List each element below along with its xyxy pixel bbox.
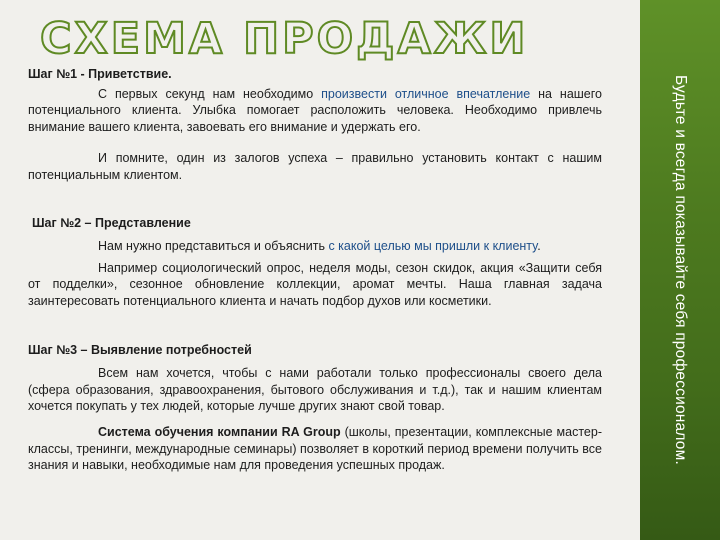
highlight-text: с какой целью мы пришли к клиенту [328, 239, 538, 254]
step3-paragraph2 [28, 424, 602, 474]
step2-paragraph1 [28, 238, 602, 255]
step2-paragraph2: Например социологический опрос, неделя моды, сезон скидок, акция «Защити себя от подделки», сезонное обновление коллекции, аромат мечты. Наша главная задача заинтересовать потенциального клиента и начать подбор духов или косметики. [28, 260, 602, 308]
text-run: (школы, презентации, комплексные мастер-классы, тренинги, международные семинары) позволяет в короткий период времени получить все знания и навыки, необходимые нам для проведения успешных продаж. [28, 424, 602, 473]
text-run: С первых секунд нам необходимо [98, 86, 322, 101]
step1-paragraph1 [28, 86, 602, 136]
sidebar-text: Будьте и всегда показывайте себя профессионалом. [672, 75, 689, 465]
text-run: Нам нужно представиться и объяснить [98, 239, 329, 254]
step1-heading: Шаг №1 - Приветствие. [28, 67, 172, 81]
step3-paragraph1: Всем нам хочется, чтобы с нами работали только профессионалы своего дела (сфера образования, здравоохранения, бытового обслуживания и т.д.), так и нашим клиентам хочется покупать у тех людей, которые лучше других знают свой товар. [28, 366, 602, 414]
highlight-text: произвести отличное впечатление [321, 86, 531, 101]
step1-paragraph2: И помните, один из залогов успеха – правильно установить контакт с нашим потенциальным клиентом. [28, 151, 602, 182]
text-run: . [537, 239, 541, 254]
step2-heading: Шаг №2 – Представление [32, 215, 191, 230]
page-title: СХЕМА ПРОДАЖИ [40, 14, 529, 64]
slide-content [28, 66, 602, 474]
text-run: на нашего потенциального клиента. Улыбка помогает расположить человека. Необходимо привлечь внимание вашего клиента, завоевать его внимание и удержать его. [28, 86, 602, 134]
bold-text: Система обучения компании RA Group [98, 424, 341, 439]
step3-heading: Шаг №3 – Выявление потребностей [28, 342, 252, 357]
